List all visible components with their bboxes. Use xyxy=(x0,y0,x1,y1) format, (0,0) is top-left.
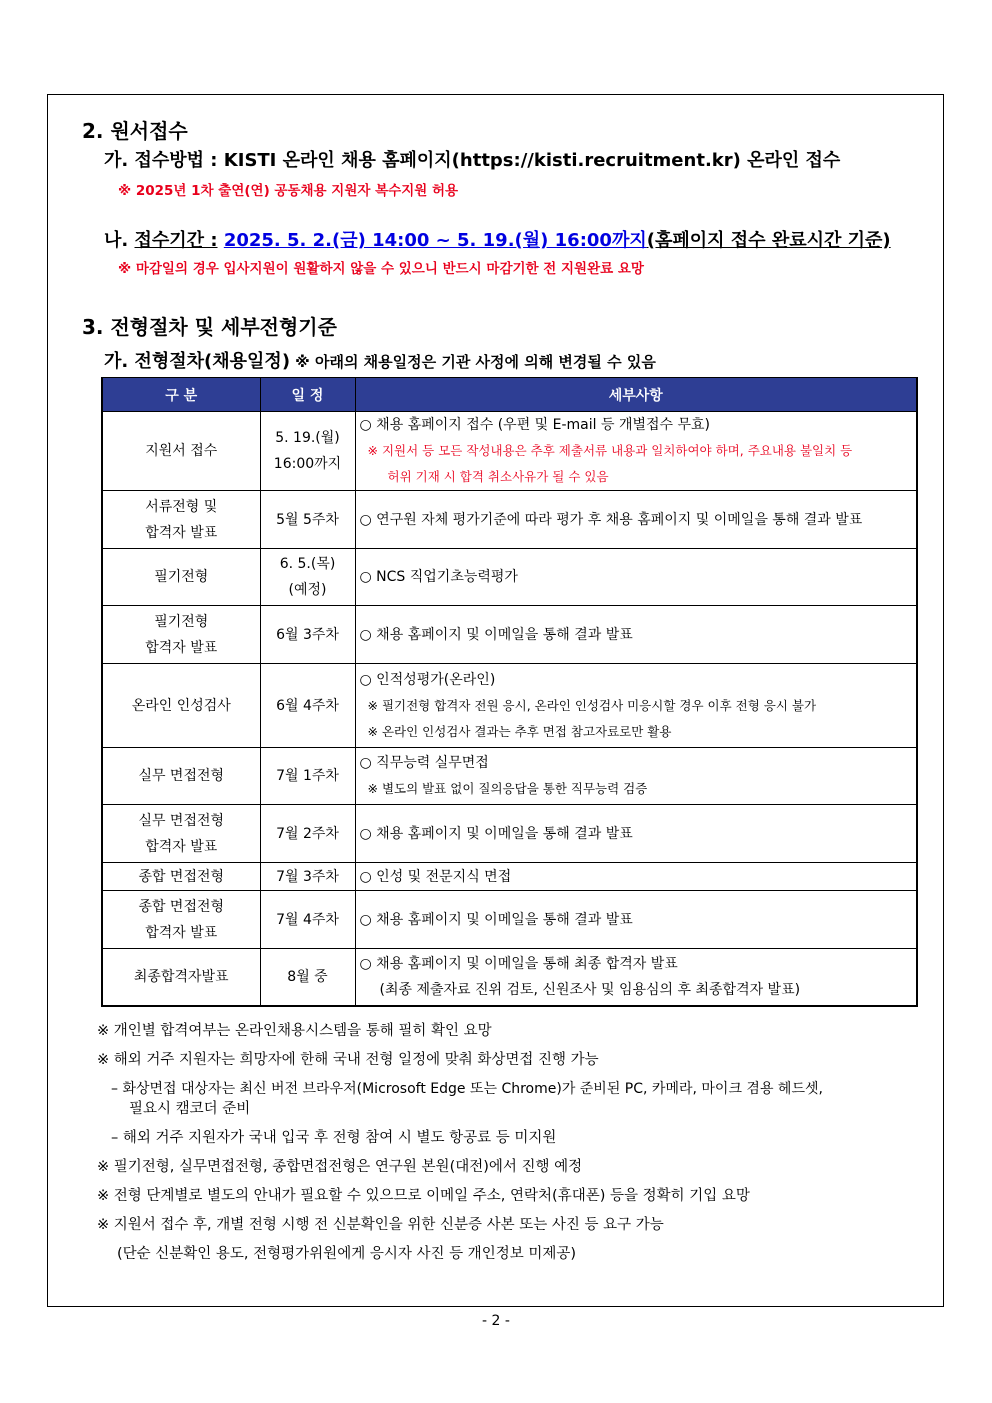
detail-cell xyxy=(355,891,917,949)
notes-list xyxy=(97,1020,917,1272)
stage-cell xyxy=(102,606,260,664)
detail-note: ※ 필기전형 합격자 전원 응시, 온라인 인성검사 미응시할 경우 이후 전형 응시 불가 xyxy=(367,697,817,713)
table-row xyxy=(102,805,917,863)
detail-main: ○ 채용 홈페이지 및 이메일을 통해 최종 합격자 발표 xyxy=(359,955,678,972)
table-header-row xyxy=(102,378,917,412)
detail-main: ○ NCS 직업기초능력평가 xyxy=(359,569,518,585)
table-row xyxy=(102,748,917,805)
detail-cell xyxy=(355,606,917,664)
header-stage: 구 분 xyxy=(102,378,260,412)
table-row xyxy=(102,949,917,1006)
section-2-heading: 2. 원서접수 xyxy=(82,119,188,143)
detail-main: ○ 채용 홈페이지 및 이메일을 통해 결과 발표 xyxy=(359,626,633,643)
detail-main: (최종 제출자료 진위 검토, 신원조사 및 임용심의 후 최종합격자 발표) xyxy=(379,981,801,998)
date-cell: 7월 2주차 xyxy=(260,805,355,863)
detail-note: ※ 지원서 등 모든 작성내용은 추후 제출서류 내용과 일치하여야 하며, 주요내용 불일치 등 xyxy=(367,443,853,458)
date-cell: 7월 4주차 xyxy=(260,891,355,949)
schedule-subheading xyxy=(104,347,656,373)
date-cell: 8월 중 xyxy=(260,949,355,1006)
schedule-change-note: ※ 아래의 채용일정은 기관 사정에 의해 변경될 수 있음 xyxy=(295,353,656,371)
table-row xyxy=(102,891,917,949)
detail-cell xyxy=(355,949,917,1006)
detail-main: ○ 직무능력 실무면접 xyxy=(359,755,489,771)
header-schedule: 일 정 xyxy=(260,378,355,412)
note-item: (단순 신분확인 용도, 전형평가위원에게 응시자 사진 등 개인정보 미제공) xyxy=(117,1246,576,1262)
detail-cell xyxy=(355,748,917,805)
application-method-label: 가. 접수방법 : xyxy=(104,150,218,171)
note-item: ※ 전형 단계별로 별도의 안내가 필요할 수 있으므로 이메일 주소, 연락처(휴대폰) 등을 정확히 기입 요망 xyxy=(97,1188,750,1204)
date-line: 5. 19.(월) xyxy=(275,430,340,446)
application-period-basis: (홈페이지 접수 완료시간 기준) xyxy=(646,230,891,251)
stage-line: 합격자 발표 xyxy=(145,524,218,541)
note-item: ※ 지원서 접수 후, 개별 전형 시행 전 신분확인을 위한 신분증 사본 또는 사진 등 요구 가능 xyxy=(97,1217,664,1233)
date-cell xyxy=(260,549,355,606)
application-period xyxy=(104,226,891,252)
detail-main: ○ 인성 및 전문지식 면접 xyxy=(359,868,512,885)
multiple-application-note: ※ 2025년 1차 출연(연) 공동채용 지원자 복수지원 허용 xyxy=(118,183,459,199)
application-period-dates: 2025. 5. 2.(금) 14:00 ~ 5. 19.(월) 16:00까지 xyxy=(223,230,647,251)
table-row xyxy=(102,863,917,891)
stage-line: 실무 면접전형 xyxy=(138,812,225,829)
deadline-note: ※ 마감일의 경우 입사지원이 원활하지 않을 수 있으니 반드시 마감기한 전 지원완료 요망 xyxy=(118,261,644,277)
date-line: 16:00까지 xyxy=(273,456,342,472)
detail-cell xyxy=(355,412,917,491)
detail-main: ○ 채용 홈페이지 및 이메일을 통해 결과 발표 xyxy=(359,911,633,928)
stage-line: 합격자 발표 xyxy=(145,924,218,941)
application-method-text: KISTI 온라인 채용 홈페이지(https://kisti.recruitment.kr) 온라인 접수 xyxy=(223,150,841,171)
stage-cell: 지원서 접수 xyxy=(102,412,260,491)
application-method xyxy=(104,146,840,172)
stage-cell: 최종합격자발표 xyxy=(102,949,260,1006)
detail-cell xyxy=(355,664,917,748)
schedule-subheading-label: 가. 전형절차(채용일정) xyxy=(104,351,291,372)
stage-cell xyxy=(102,891,260,949)
stage-line: 합격자 발표 xyxy=(145,639,218,656)
detail-main: ○ 채용 홈페이지 접수 (우편 및 E-mail 등 개별접수 무효) xyxy=(359,417,711,433)
detail-note: ※ 온라인 인성검사 결과는 추후 면접 참고자료로만 활용 xyxy=(367,723,672,739)
page-number: - 2 - xyxy=(482,1313,510,1329)
date-cell: 6월 3주차 xyxy=(260,606,355,664)
table-row xyxy=(102,412,917,491)
stage-line: 서류전형 및 xyxy=(145,498,218,515)
table-row xyxy=(102,606,917,664)
stage-cell: 필기전형 xyxy=(102,549,260,606)
detail-cell xyxy=(355,805,917,863)
date-line: 6. 5.(목) xyxy=(279,556,336,572)
section-3-heading: 3. 전형절차 및 세부전형기준 xyxy=(82,315,337,339)
table-row xyxy=(102,664,917,748)
note-item: – 해외 거주 지원자가 국내 입국 후 전형 참여 시 별도 항공료 등 미지원 xyxy=(111,1130,557,1146)
stage-cell: 실무 면접전형 xyxy=(102,748,260,805)
application-period-label: 접수기간 : xyxy=(134,230,218,251)
date-cell: 5월 5주차 xyxy=(260,491,355,549)
date-cell: 6월 4주차 xyxy=(260,664,355,748)
date-cell: 7월 3주차 xyxy=(260,863,355,891)
note-item: ※ 필기전형, 실무면접전형, 종합면접전형은 연구원 본원(대전)에서 진행 예정 xyxy=(97,1159,583,1175)
stage-cell: 종합 면접전형 xyxy=(102,863,260,891)
detail-cell xyxy=(355,549,917,606)
detail-main: ○ 인적성평가(온라인) xyxy=(359,671,496,688)
stage-line: 필기전형 xyxy=(154,613,209,630)
note-item: – 화상면접 대상자는 최신 버전 브라우저(Microsoft Edge 또는 Chrome)가 준비된 PC, 카메라, 마이크 겸용 헤드셋, xyxy=(111,1081,823,1097)
application-period-prefix: 나. xyxy=(104,230,135,251)
date-cell: 7월 1주차 xyxy=(260,748,355,805)
stage-line: 합격자 발표 xyxy=(145,838,218,855)
detail-cell xyxy=(355,863,917,891)
stage-cell xyxy=(102,491,260,549)
stage-cell: 온라인 인성검사 xyxy=(102,664,260,748)
table-row xyxy=(102,549,917,606)
detail-cell xyxy=(355,491,917,549)
schedule-table xyxy=(101,377,918,1007)
note-item: 필요시 캠코더 준비 xyxy=(129,1101,251,1117)
detail-main: ○ 채용 홈페이지 및 이메일을 통해 결과 발표 xyxy=(359,825,633,842)
date-line: (예정) xyxy=(288,582,327,598)
note-item: ※ 개인별 합격여부는 온라인채용시스템을 통해 필히 확인 요망 xyxy=(97,1023,492,1039)
header-details: 세부사항 xyxy=(355,378,917,412)
detail-note: 허위 기재 시 합격 취소사유가 될 수 있음 xyxy=(387,469,609,484)
table-row xyxy=(102,491,917,549)
stage-cell xyxy=(102,805,260,863)
stage-line: 종합 면접전형 xyxy=(138,898,225,915)
date-cell xyxy=(260,412,355,491)
detail-main: ○ 연구원 자체 평가기준에 따라 평가 후 채용 홈페이지 및 이메일을 통해 결과 발표 xyxy=(359,511,863,528)
detail-note: ※ 별도의 발표 없이 질의응답을 통한 직무능력 검증 xyxy=(367,781,648,796)
note-item: ※ 해외 거주 지원자는 희망자에 한해 국내 전형 일정에 맞춰 화상면접 진행 가능 xyxy=(97,1052,599,1068)
